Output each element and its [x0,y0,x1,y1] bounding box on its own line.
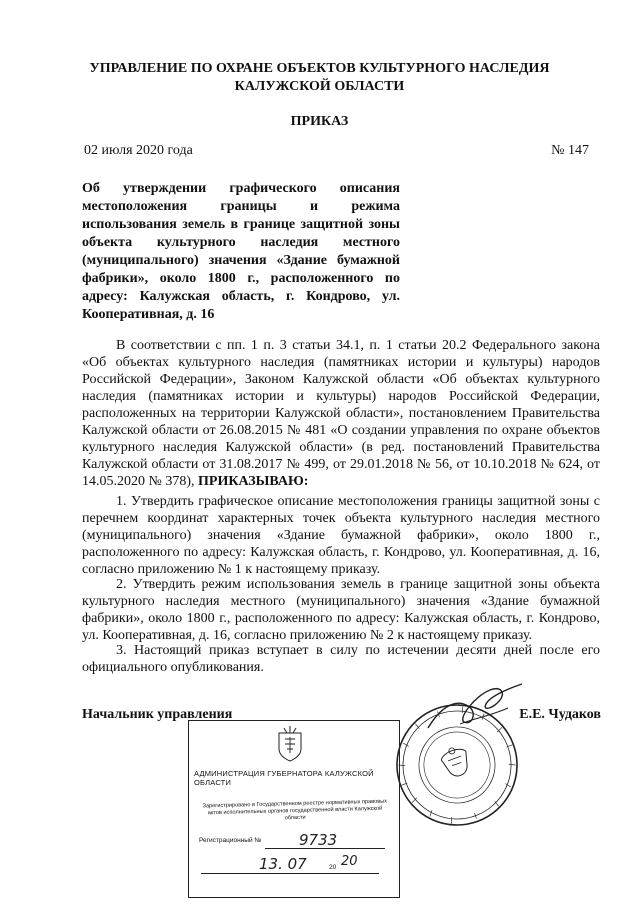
stamp-registration-text: Зарегистрировано в Государственном реестре нормативных правовых актов исполнительных органов государственной власти Калужской области [202,798,388,822]
order-item-2: 2. Утвердить режим использования земель в границе защитной зоны объекта культурного наследия местного (муниципального) значения «Здание бумажной фабрики», около 1800 г., расположенного по адресу: Калужская область, г. Кондрово, ул. Кооперативная, д. 16, согласно приложению № 2 к настоящему приказу. [82,577,600,643]
order-item-1: 1. Утвердить графическое описание местоположения границы защитной зоны с перечнем координат характерных точек объекта культурного наследия местного (муниципального) значения «Здание бумажной фабрики», около 1800 г., расположенного по адресу: Калужская область, г. Кондрово, ул. Кооперативная, д. 16, согласно приложению № 1 к настоящему приказу. [82,494,600,577]
preamble-text: В соответствии с пп. 1 п. 3 статьи 34.1, п. 1 статьи 20.2 Федерального закона «Об объектах культурного наследия (памятниках истории и культуры) народов Российской Федерации», Законом Калужской области «Об объектах культурного наследия (памятниках истории и культуры) народов Российской Федерации, расположенных на территории Калужской области», постановлением Правительства Калужской области от 26.08.2015 № 481 «О создании управления по охране объектов культурного наследия Калужской области» (в ред. постановлений Правительства Калужской области от 31.08.2017 № 499, от 29.01.2018 № 56, от 10.10.2018 № 624, от 14.05.2020 № 378), [82,338,600,489]
registration-stamp [188,720,400,898]
registration-date-line [201,873,379,874]
preamble-paragraph [82,337,600,490]
organization-region: КАЛУЖСКОЙ ОБЛАСТИ [234,79,405,94]
organization-name: УПРАВЛЕНИЕ ПО ОХРАНЕ ОБЪЕКТОВ КУЛЬТУРНОГО НАСЛЕДИЯ [89,61,550,76]
registration-number-label: Регистрационный № [199,837,262,844]
stamp-title: АДМИНИСТРАЦИЯ ГУБЕРНАТОРА КАЛУЖСКОЙ ОБЛАСТИ [194,769,374,787]
official-seal [392,700,522,830]
document-title: Об утверждении графического описания местоположения границы и режима использования земель в границе защитной зоны объекта культурного наследия местного (муниципального) значения «Здание бумажной фабрики», около 1800 г., расположенного по адресу: Калужская область, г. Кондрово, ул. Кооперативная, д. 16 [82,181,400,322]
coat-of-arms-icon [275,725,305,763]
signer-title: Начальник управления [82,707,233,722]
document-date: 02 июля 2020 года [84,143,193,158]
order-item-3: 3. Настоящий приказ вступает в силу по истечении десяти дней после его официального опубликования. [82,643,600,675]
registration-year-prefix: 20 [329,864,337,871]
registration-number: 9733 [299,831,338,849]
registration-year: 20 [341,854,358,869]
document-number: № 147 [551,143,589,158]
signer-name: Е.Е. Чудаков [519,707,601,722]
document-type: ПРИКАЗ [290,114,349,129]
order-word: ПРИКАЗЫВАЮ: [198,474,309,489]
registration-date: 13. 07 [259,855,307,873]
